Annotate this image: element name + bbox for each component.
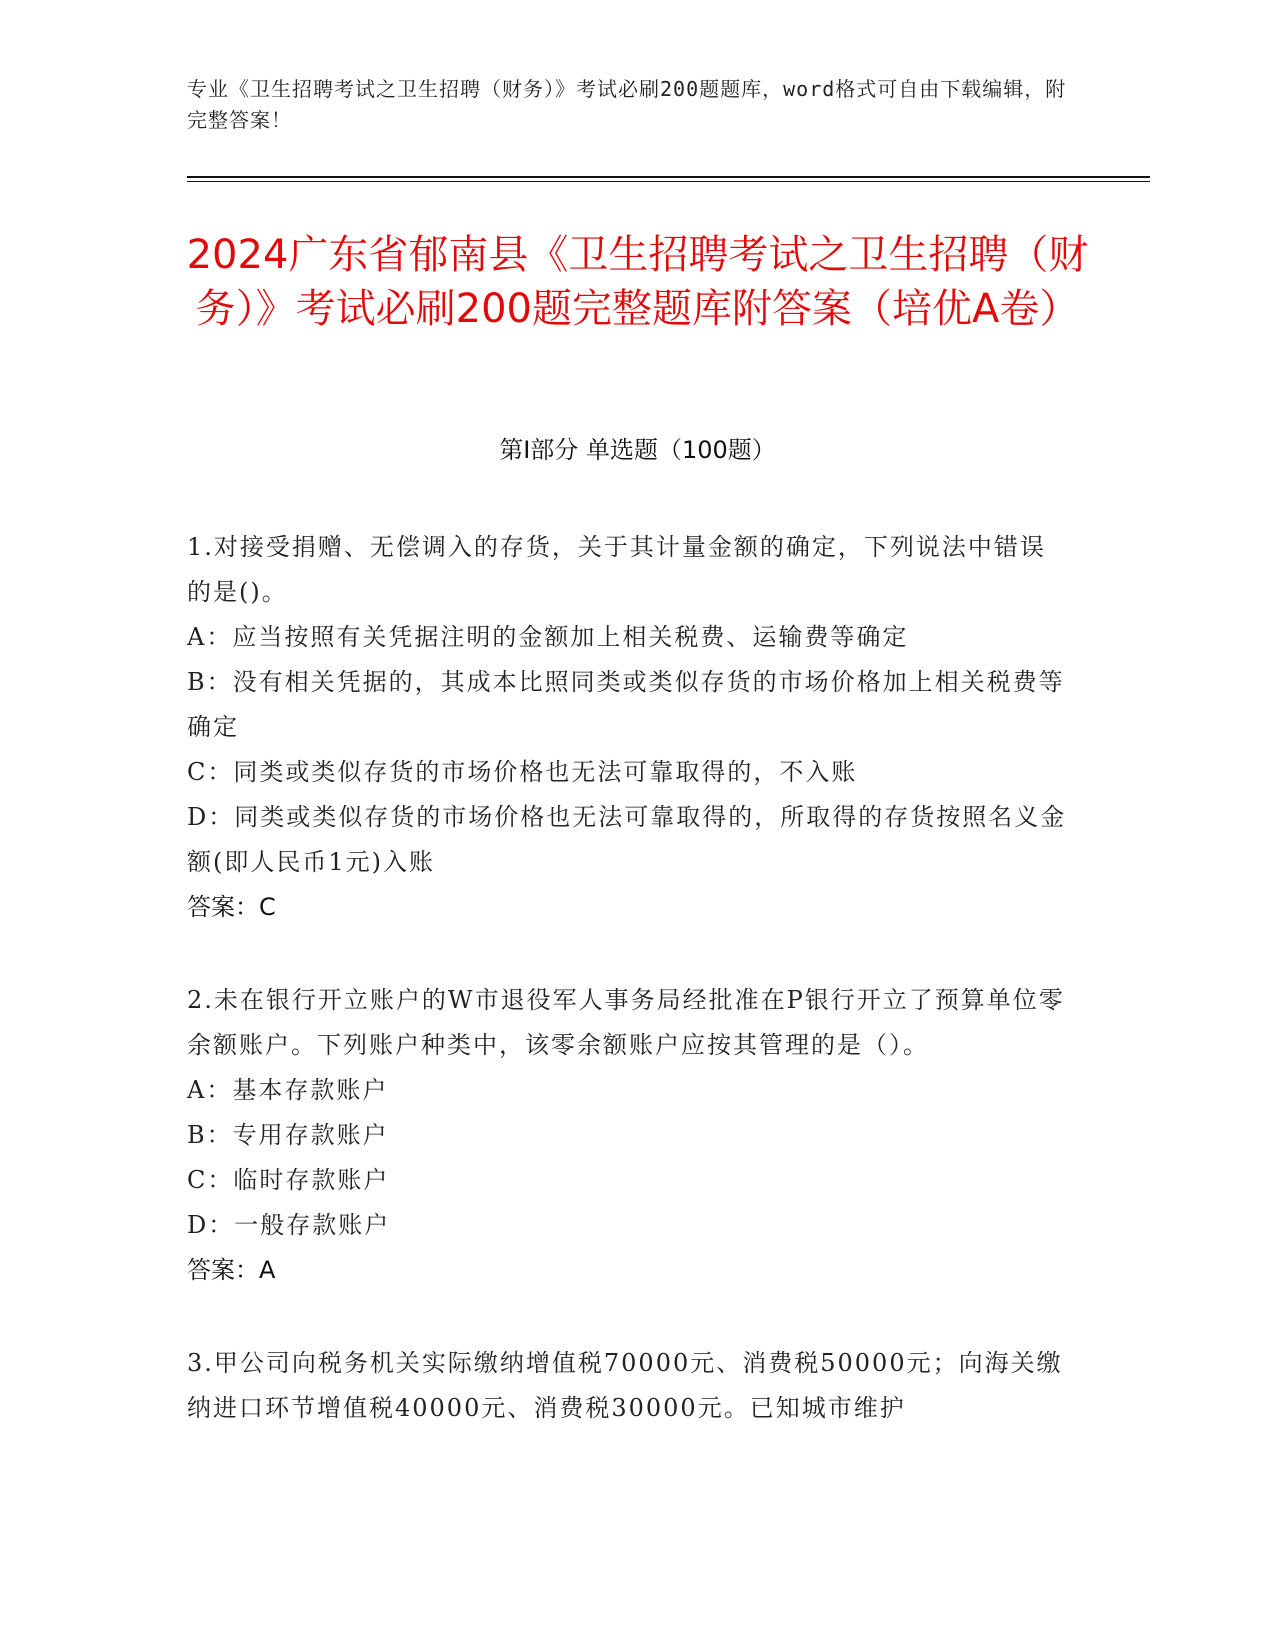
document-title: 2024广东省郁南县《卫生招聘考试之卫生招聘（财务）》考试必刷200题完整题库附答案（培优A卷） (186, 232, 1089, 332)
answer-line: 答案：A (187, 1256, 276, 1284)
question-stem: 2.未在银行开立账户的W市退役军人事务局经批准在P银行开立了预算单位零余额账户。下列账户种类中，该零余额账户应按其管理的是（）。 (187, 986, 1065, 1059)
question-list (187, 525, 1067, 1479)
option-c: C：同类或类似存货的市场价格也无法可靠取得的，不入账 (187, 758, 858, 786)
section-heading: 第Ⅰ部分 单选题（100题） (499, 436, 776, 464)
question-2 (187, 978, 1067, 1293)
option-b: B：专用存款账户 (187, 1121, 389, 1149)
option-c: C：临时存款账户 (187, 1166, 390, 1194)
question-stem: 1.对接受捐赠、无偿调入的存货，关于其计量金额的确定，下列说法中错误的是()。 (187, 533, 1046, 606)
header-rule-thin (187, 181, 1150, 182)
option-d: D：一般存款账户 (187, 1211, 391, 1239)
header-note: 专业《卫生招聘考试之卫生招聘（财务）》考试必刷200题题库，word格式可自由下载编辑，附完整答案！ (187, 77, 1067, 132)
option-b: B：没有相关凭据的，其成本比照同类或类似存货的市场价格加上相关税费等确定 (187, 668, 1065, 741)
option-a: A：基本存款账户 (187, 1076, 389, 1104)
option-d: D：同类或类似存货的市场价格也无法可靠取得的，所取得的存货按照名义金额(即人民币1元)入账 (187, 803, 1067, 876)
answer-line: 答案：C (187, 893, 276, 921)
option-a: A：应当按照有关凭据注明的金额加上相关税费、运输费等确定 (187, 623, 909, 651)
header-rule-thick (187, 176, 1150, 178)
question-stem: 3.甲公司向税务机关实际缴纳增值税70000元、消费税50000元；向海关缴纳进口环节增值税40000元、消费税30000元。已知城市维护 (187, 1349, 1063, 1422)
question-1 (187, 525, 1067, 930)
question-3 (187, 1341, 1067, 1431)
